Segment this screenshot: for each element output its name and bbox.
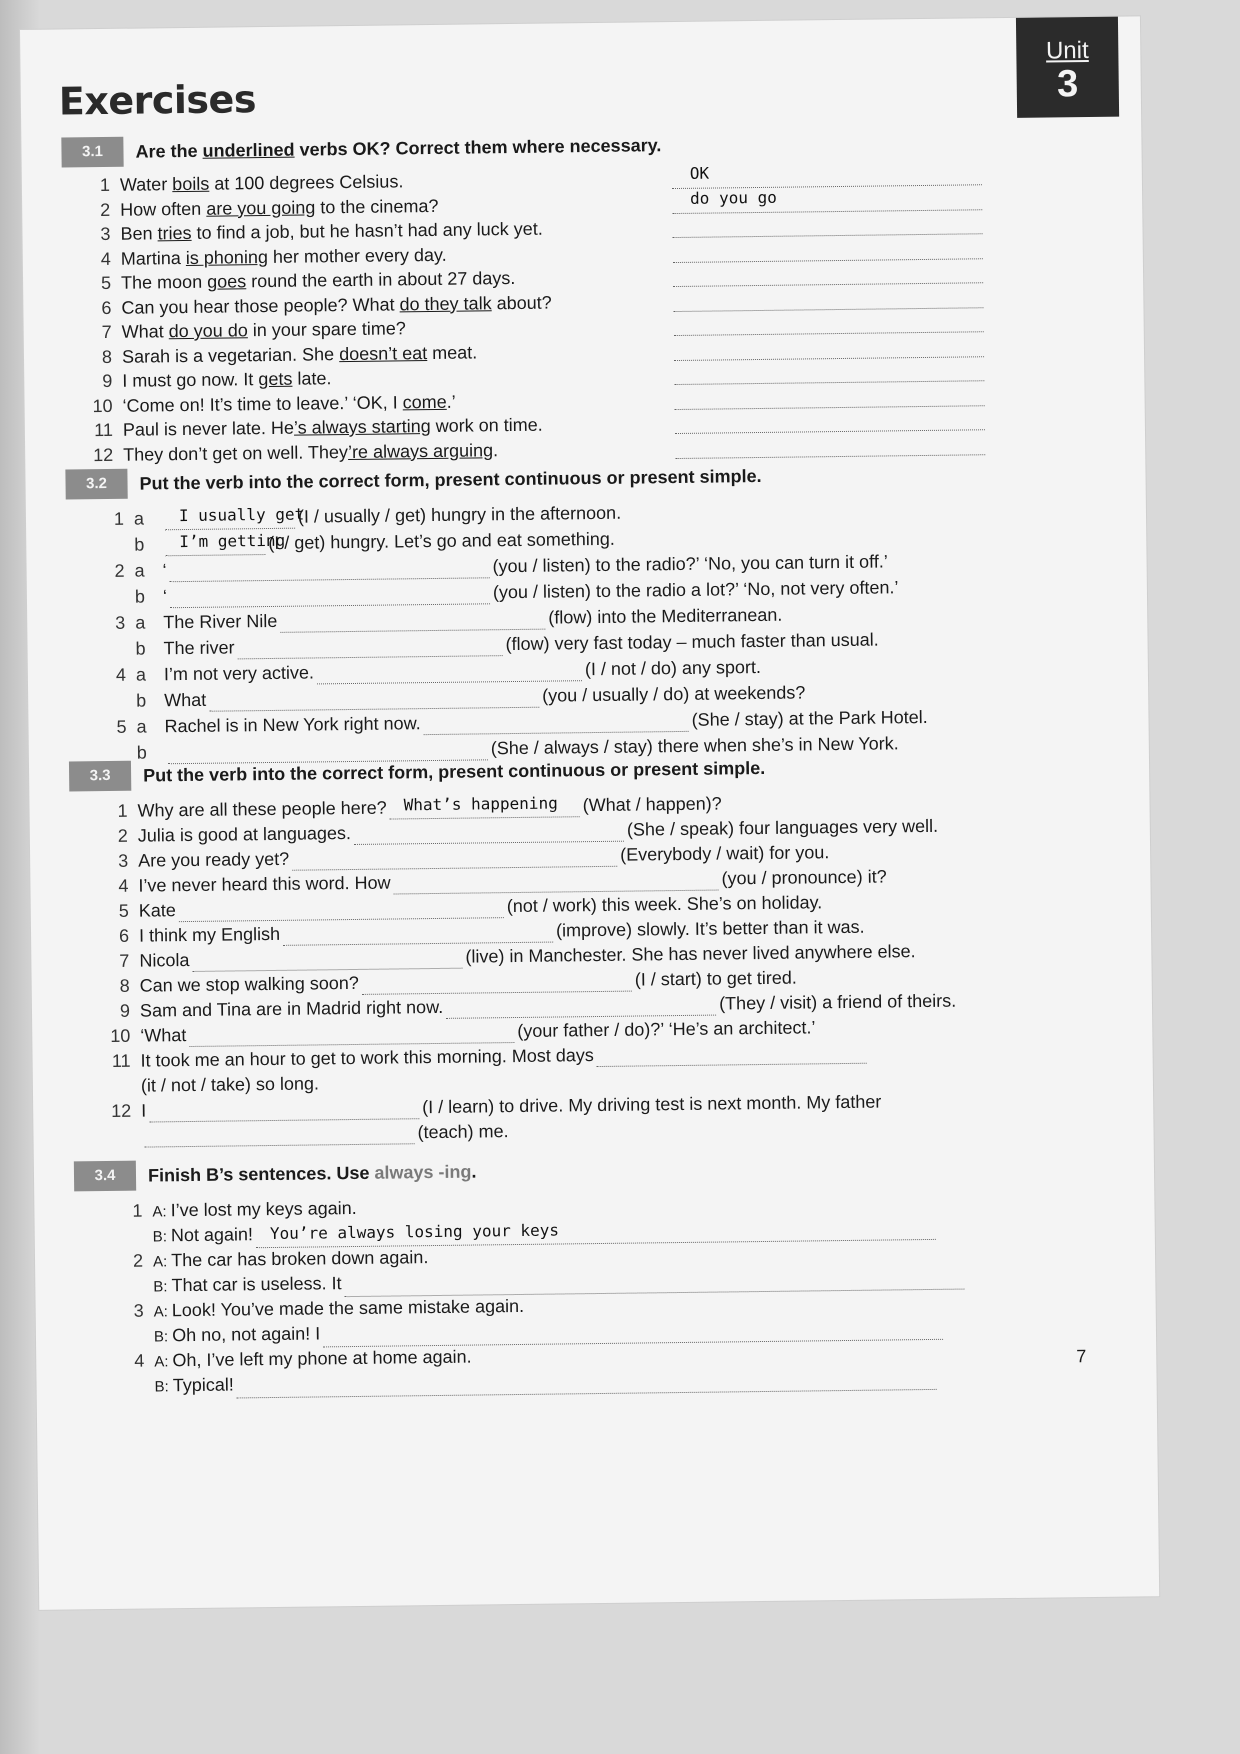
item-text: to find a job, but he hasn’t had any luck yet. [191, 218, 543, 243]
item-text: (live) in Manchester. She has never lived anywhere else. [465, 941, 916, 967]
item-text: Julia is good at languages. [137, 823, 352, 846]
item-text: (I / usually / get) hungry in the afternoon. [297, 502, 622, 527]
answer-field[interactable] [675, 407, 985, 434]
underlined-verb: ’re always arguing [347, 439, 494, 462]
item-text: ‘ [162, 586, 168, 607]
exercise-instruction: Finish B’s sentences. Use always -ing. [147, 1161, 477, 1186]
item-text: at 100 degrees Celsius. [209, 171, 404, 194]
item-letter: a [134, 560, 145, 581]
item-number: 10 [92, 395, 113, 416]
answer-field[interactable] [672, 211, 982, 238]
exercise-items [74, 1187, 1076, 1398]
item-text: ‘Come on! It’s time to leave.’ ‘OK, I [122, 391, 403, 416]
item-number: 11 [111, 1050, 131, 1071]
underlined-verb: come [402, 391, 447, 412]
item-text: Kate [138, 900, 176, 921]
item-text: The River Nile [163, 610, 278, 633]
item-text: The river [163, 637, 235, 659]
item-letter: a [133, 508, 145, 529]
answer-field[interactable] [675, 432, 985, 459]
exercise-header [74, 1149, 1074, 1191]
item-text: (She / stay) at the Park Hotel. [691, 706, 928, 730]
item-text: ‘ [162, 560, 167, 581]
underlined-verb: boils [172, 173, 210, 195]
item-text: (Everybody / wait) for you. [620, 842, 830, 865]
item-text: Not again! [170, 1223, 254, 1245]
item-letter: a [135, 664, 147, 685]
item-number: 5 [116, 716, 127, 737]
item-text: (She / always / stay) there when she’s in New York. [490, 733, 899, 759]
exercise-number-badge: 3.3 [69, 761, 131, 792]
answer-field[interactable] [317, 660, 582, 684]
item-number: 10 [110, 1025, 131, 1046]
exercise-header [61, 125, 1061, 167]
exercise-page [20, 16, 1159, 1610]
item-text: Nicola [139, 950, 190, 971]
item-text: (I / learn) to drive. My driving test is next month. My father [422, 1091, 882, 1118]
answer-field[interactable] [393, 870, 718, 895]
item-letter: b [134, 534, 145, 555]
item-text: about? [491, 292, 552, 313]
exercise-number-badge: 3.1 [61, 137, 123, 168]
answer-field[interactable] [446, 995, 716, 1019]
item-letter: b [136, 690, 147, 711]
answer-field[interactable] [237, 635, 502, 659]
exercise-items [62, 161, 1066, 467]
answer-field[interactable] [149, 1098, 419, 1122]
item-text: work on time. [430, 414, 543, 437]
item-text: Sarah is a vegetarian. She [121, 343, 340, 367]
item-text: (your father / do)?’ ‘He’s an architect.’ [517, 1017, 816, 1041]
answer-field[interactable] [170, 583, 490, 608]
page-title: Exercises [58, 77, 257, 124]
answer-field[interactable] [674, 383, 984, 410]
answer-field[interactable] [672, 187, 982, 214]
item-text: I think my English [138, 923, 281, 946]
item-text: ‘What [140, 1025, 187, 1046]
page-number: 7 [1076, 1346, 1087, 1367]
item-number: 1 [132, 1200, 143, 1221]
exercise-3-2 [65, 457, 1069, 767]
answer-field[interactable] [209, 687, 539, 712]
answer-field[interactable] [189, 1022, 514, 1047]
item-text: (improve) slowly. It’s better than it was. [555, 916, 865, 941]
answer-field[interactable] [144, 1123, 414, 1147]
speaker-b: B: [153, 1277, 168, 1295]
exercise-instruction: Are the underlined verbs OK? Correct them where necessary. [135, 134, 662, 162]
item-text: Can we stop walking soon? [139, 972, 359, 996]
answer-field[interactable] [292, 846, 617, 871]
speaker-a: A: [153, 1303, 168, 1321]
answer-field[interactable] [165, 504, 305, 531]
exercise-instruction: Put the verb into the correct form, present continuous or present simple. [142, 757, 766, 786]
item-text: I’ve lost my keys again. [170, 1197, 357, 1221]
item-number: 3 [115, 612, 126, 633]
handwritten-answer: I’m getting [179, 530, 286, 552]
answer-field[interactable] [354, 821, 624, 845]
item-number: 7 [101, 321, 112, 343]
item-number: 3 [133, 1300, 144, 1321]
item-number: 5 [118, 900, 129, 921]
item-text: (you / listen) to the radio a lot?’ ‘No, not very often.’ [492, 577, 899, 603]
answer-field[interactable] [424, 711, 689, 735]
item-number: 1 [117, 800, 128, 821]
item-text: (I / start) to get tired. [634, 967, 797, 990]
underlined-verb: ’s always starting [293, 416, 431, 438]
answer-field[interactable] [597, 1043, 867, 1067]
answer-field[interactable] [165, 530, 286, 556]
unit-label: Unit [1045, 36, 1089, 65]
item-text: The car has broken down again. [171, 1247, 429, 1271]
item-number: 1 [113, 508, 125, 529]
item-text: Look! You’ve made the same mistake again. [171, 1295, 525, 1321]
item-number: 12 [93, 444, 114, 465]
underlined-verb: tries [157, 222, 192, 244]
item-number: 3 [100, 223, 111, 245]
speaker-b: B: [152, 1227, 168, 1245]
item-text: .’ [446, 391, 456, 412]
item-text: Paul is never late. He [122, 417, 295, 440]
exercise-instruction: Put the verb into the correct form, present continuous or present simple. [139, 465, 762, 494]
item-text: I’ve never heard this word. How [138, 872, 391, 896]
item-text: (flow) very fast today – much faster than usual. [505, 629, 879, 655]
item-text: meat. [427, 341, 478, 363]
answer-field[interactable] [280, 609, 545, 633]
answer-field[interactable] [179, 897, 504, 922]
item-text: (flow) into the Mediterranean. [548, 604, 783, 628]
handwritten-answer: OK [689, 163, 710, 183]
item-letter: b [136, 742, 147, 763]
exercise-number-badge: 3.4 [74, 1161, 136, 1192]
answer-field[interactable] [170, 557, 490, 582]
item-text: I [141, 1100, 147, 1121]
item-number: 8 [119, 975, 130, 996]
item-text: (She / speak) four languages very well. [626, 815, 939, 840]
item-text: (teach) me. [417, 1121, 509, 1143]
item-text: (you / pronounce) it? [721, 866, 887, 889]
item-text: Sam and Tina are in Madrid right now. [139, 996, 444, 1021]
answer-field[interactable] [283, 922, 553, 946]
item-number: 9 [102, 370, 113, 392]
item-number: 9 [119, 1000, 131, 1021]
item-text: Rachel is in New York right now. [164, 713, 421, 737]
item-text: Ben [120, 223, 158, 244]
item-letter: b [134, 586, 146, 607]
item-number: 2 [114, 560, 125, 581]
item-text: . [492, 439, 499, 460]
item-text: I must go now. It [122, 369, 259, 391]
item-number: 11 [94, 419, 114, 441]
unit-number: 3 [1056, 63, 1079, 106]
answer-field[interactable] [673, 260, 983, 287]
item-text: What [164, 689, 207, 711]
underlined-verb: gets [258, 368, 293, 390]
item-text: (What / happen)? [582, 793, 722, 816]
exercise-3-4 [74, 1149, 1077, 1399]
handwritten-answer: do you go [689, 187, 777, 208]
item-letter: a [135, 612, 146, 633]
speaker-a: A: [152, 1253, 168, 1271]
underlined-verb: goes [207, 271, 247, 292]
answer-field[interactable] [192, 948, 462, 972]
item-letter: a [136, 716, 147, 737]
answer-field[interactable] [674, 358, 984, 385]
item-text: Oh, I’ve left my phone at home again. [172, 1346, 472, 1371]
item-number: 4 [115, 664, 127, 685]
item-text: Martina [120, 247, 186, 269]
item-number: 5 [100, 272, 112, 294]
item-number: 4 [134, 1350, 145, 1371]
item-number: 1 [99, 174, 111, 196]
item-text: How often [120, 198, 207, 220]
item-text: It took me an hour to get to work this morning. Most days [140, 1045, 594, 1071]
exercise-items [69, 787, 1073, 1149]
item-text: Why are all these people here? [137, 797, 387, 821]
item-text: her mother every day. [267, 244, 447, 267]
item-number: 2 [100, 199, 111, 220]
item-text: Are you ready yet? [138, 848, 290, 871]
item-text: (you / usually / do) at weekends? [542, 682, 806, 706]
item-text: What [121, 321, 169, 342]
exercise-3-3 [69, 749, 1074, 1149]
item-text: I’m not very active. [163, 662, 315, 685]
handwritten-answer: What’s happening [403, 793, 558, 815]
speaker-b: B: [153, 1327, 169, 1345]
item-text: in your spare time? [247, 318, 406, 341]
underlined-verb: doesn’t eat [338, 342, 428, 364]
underlined-verb: are you going [206, 196, 316, 219]
exercise-number-badge: 3.2 [65, 469, 127, 500]
underlined-verb: do you do [168, 320, 248, 342]
answer-field[interactable] [674, 334, 984, 361]
item-text: Typical! [172, 1373, 234, 1395]
answer-field[interactable] [237, 1368, 937, 1398]
underlined-verb: do they talk [399, 292, 492, 314]
handwritten-answer: I usually get [178, 504, 305, 526]
item-number: 4 [118, 875, 129, 896]
answer-field[interactable] [673, 236, 983, 263]
handwritten-answer: You’re always losing your keys [269, 1220, 560, 1243]
item-text: The moon [120, 271, 208, 293]
item-number: 8 [101, 346, 113, 367]
item-number: 12 [111, 1100, 132, 1121]
exercise-3-1 [61, 125, 1065, 467]
item-number: 6 [101, 297, 112, 318]
answer-field[interactable] [673, 285, 983, 312]
item-number: 7 [119, 950, 130, 971]
item-text: to the cinema? [315, 195, 439, 217]
item-number: 4 [100, 248, 111, 269]
speaker-a: A: [154, 1353, 169, 1371]
item-text: Water [119, 174, 173, 195]
item-number: 2 [117, 825, 128, 846]
item-text: round the earth in about 27 days. [246, 267, 516, 292]
item-number: 2 [132, 1250, 144, 1271]
item-text: They don’t get on well. They [123, 441, 349, 465]
item-text: (not / work) this week. She’s on holiday. [506, 892, 823, 917]
item-number: 6 [118, 925, 130, 946]
item-text: That car is useless. It [171, 1272, 342, 1295]
item-text: (They / visit) a friend of theirs. [718, 990, 957, 1014]
item-text: (you / listen) to the radio?’ ‘No, you can turn it off.’ [492, 551, 888, 577]
answer-field[interactable] [362, 971, 632, 995]
answer-field[interactable] [390, 793, 580, 819]
item-letter: b [135, 638, 146, 659]
exercise-items [66, 495, 1069, 767]
speaker-b: B: [154, 1377, 169, 1395]
item-text: (it / not / take) so long. [140, 1073, 320, 1096]
item-text: late. [292, 368, 332, 389]
underlined-verb: is phoning [185, 246, 269, 268]
speaker-a: A: [152, 1203, 167, 1221]
item-text: (I / not / do) any sport. [584, 656, 762, 680]
item-text: (I / get) hungry. Let’s go and eat something. [268, 528, 615, 554]
item-text: Can you hear those people? What [121, 293, 400, 318]
unit-badge [1016, 17, 1119, 118]
item-number: 3 [118, 850, 129, 871]
answer-field[interactable] [674, 309, 984, 336]
item-text: Oh no, not again! I [172, 1322, 321, 1345]
